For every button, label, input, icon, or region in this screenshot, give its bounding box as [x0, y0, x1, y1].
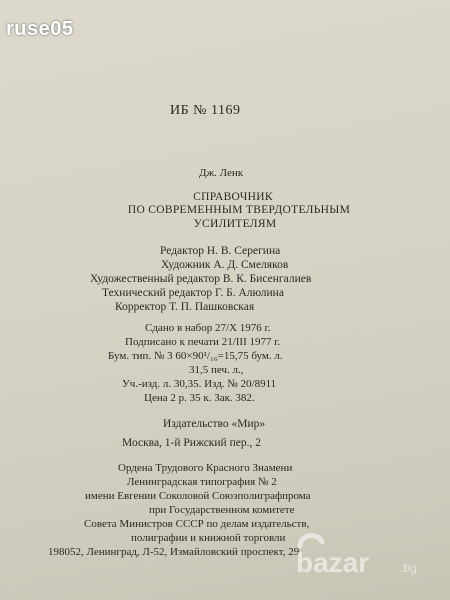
publisher-name: Издательство «Мир» [163, 418, 266, 430]
credit-artist: Художник А. Д. Смеляков [161, 259, 289, 271]
imprint-line-6: Цена 2 р. 35 к. Зак. 382. [144, 392, 255, 404]
title-line-2: ПО СОВРЕМЕННЫМ ТВЕРДОТЕЛЬНЫМ [127, 204, 351, 216]
print-line-1: Ордена Трудового Красного Знамени [118, 462, 293, 474]
imprint-line-1: Сдано в набор 27/X 1976 г. [145, 322, 271, 334]
imprint-line-4: 31,5 печ. л., [189, 364, 244, 376]
print-line-2: Ленинградская типография № 2 [127, 476, 277, 488]
credit-editor: Редактор Н. В. Серегина [160, 245, 281, 257]
author-name: Дж. Ленк [199, 167, 244, 179]
imprint-line-3: Бум. тип. № 3 60×90¹/₁₆=15,75 бум. л. [108, 350, 283, 362]
credit-tech-editor: Технический редактор Г. Б. Алюлина [102, 287, 284, 299]
watermark-logo-text: bazar [296, 547, 370, 578]
print-line-4: при Государственном комитете [149, 504, 295, 516]
credit-art-editor: Художественный редактор В. К. Бисенгалиев [90, 273, 312, 285]
print-line-3: имени Евгении Соколовой Союзполиграфпрома [85, 490, 311, 502]
imprint-line-2: Подписано к печати 21/III 1977 г. [125, 336, 281, 348]
bazar-logo-watermark [288, 526, 438, 586]
title-line-3: УСИЛИТЕЛЯМ [193, 218, 277, 230]
credit-proofreader: Корректор Т. П. Пашковская [115, 301, 255, 313]
print-line-7: 198052, Ленинград, Л-52, Измайловский проспект, 29 [48, 546, 300, 558]
publisher-address: Москва, 1-й Рижский пер., 2 [122, 437, 261, 449]
watermark-logo-suffix: .bg [400, 561, 417, 575]
watermark-ruse05: ruse05 [6, 18, 74, 40]
title-line-1: СПРАВОЧНИК [193, 191, 273, 203]
imprint-line-5: Уч.-изд. л. 30,35. Изд. № 20/8911 [122, 378, 277, 390]
print-line-5: Совета Министров СССР по делам издательств, [84, 518, 310, 530]
ib-number: ИБ № 1169 [170, 103, 241, 118]
print-line-6: полиграфии и книжной торговли [131, 532, 286, 544]
